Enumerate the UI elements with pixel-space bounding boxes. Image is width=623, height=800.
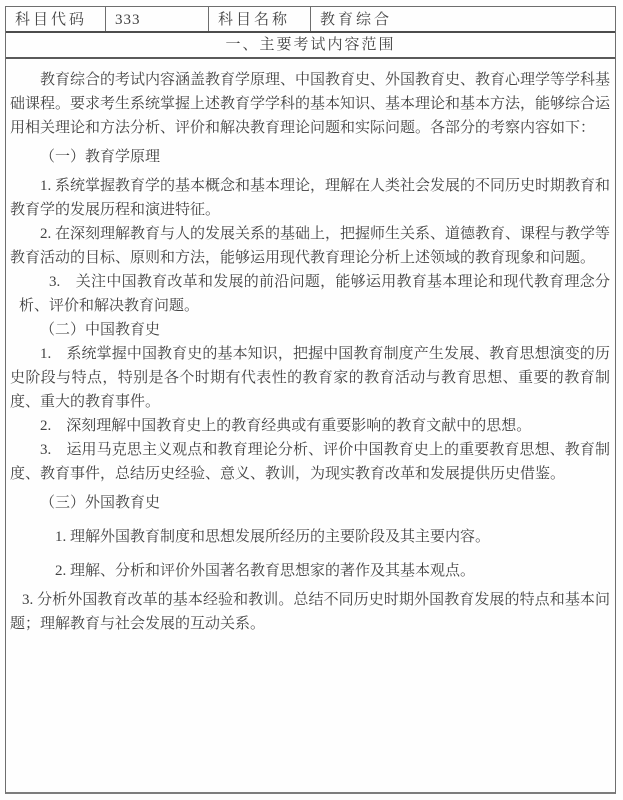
subject-header-row <box>6 7 615 33</box>
body-paragraph: 3. 关注中国教育改革和发展的前沿问题，能够运用教育基本理论和现代教育理念分析、评价和解决教育问题。 <box>19 274 610 314</box>
body-paragraph: 2. 理解、分析和评价外国著名教育思想家的著作及其基本观点。 <box>55 563 476 579</box>
body-section-heading: （二）中国教育史 <box>40 322 161 338</box>
body-section-heading: （一）教育学原理 <box>40 149 161 165</box>
body-paragraph: 2. 在深刻理解教育与人的发展关系的基础上，把握师生关系、道德教育、课程与教学等教育活动的目标、原则和方法，能够运用现代教育理论分析上述领域的教育现象和问题。 <box>10 226 611 266</box>
section-title: 一、主要考试内容范围 <box>6 33 615 59</box>
body-paragraph: 3. 运用马克思主义观点和教育理论分析、评价中国教育史上的重要教育思想、教育制度、教育事件，总结历史经验、意义、教训，为现实教育改革和发展提供历史借鉴。 <box>10 442 610 482</box>
exam-content-body <box>6 59 615 792</box>
syllabus-table <box>5 6 616 794</box>
subject-name-value: 教育综合 <box>320 12 393 28</box>
subject-name-label: 科目名称 <box>209 7 311 31</box>
body-section-heading: （三）外国教育史 <box>40 495 161 511</box>
body-paragraph: 2. 深刻理解中国教育史上的教育经典或有重要影响的教育文献中的思想。 <box>40 418 532 434</box>
subject-code-value: 333 <box>106 7 209 31</box>
body-paragraph: 3. 分析外国教育改革的基本经验和教训。总结不同历史时期外国教育发展的特点和基本问题；理解教育与社会发展的互动关系。 <box>10 592 610 632</box>
body-paragraph: 1. 理解外国教育制度和思想发展所经历的主要阶段及其主要内容。 <box>55 529 491 545</box>
body-paragraph: 1. 系统掌握教育学的基本概念和基本理论，理解在人类社会发展的不同历史时期教育和教育学的发展历程和演进特征。 <box>10 178 611 218</box>
subject-code-label: 科目代码 <box>6 7 106 31</box>
body-paragraph: 1. 系统掌握中国教育史的基本知识，把握中国教育制度产生发展、教育思想演变的历史阶段与特点，特别是各个时期有代表性的教育家的教育活动与教育思想、重要的教育制度、重大的教育事件。 <box>10 346 610 410</box>
body-paragraph: 教育综合的考试内容涵盖教育学原理、中国教育史、外国教育史、教育心理学等学科基础课程。要求考生系统掌握上述教育学学科的基本知识、基本理论和基本方法，能够综合运用相关理论和方法分析、评价和解决教育理论问题和实际问题。各部分的考察内容如下： <box>10 72 611 136</box>
